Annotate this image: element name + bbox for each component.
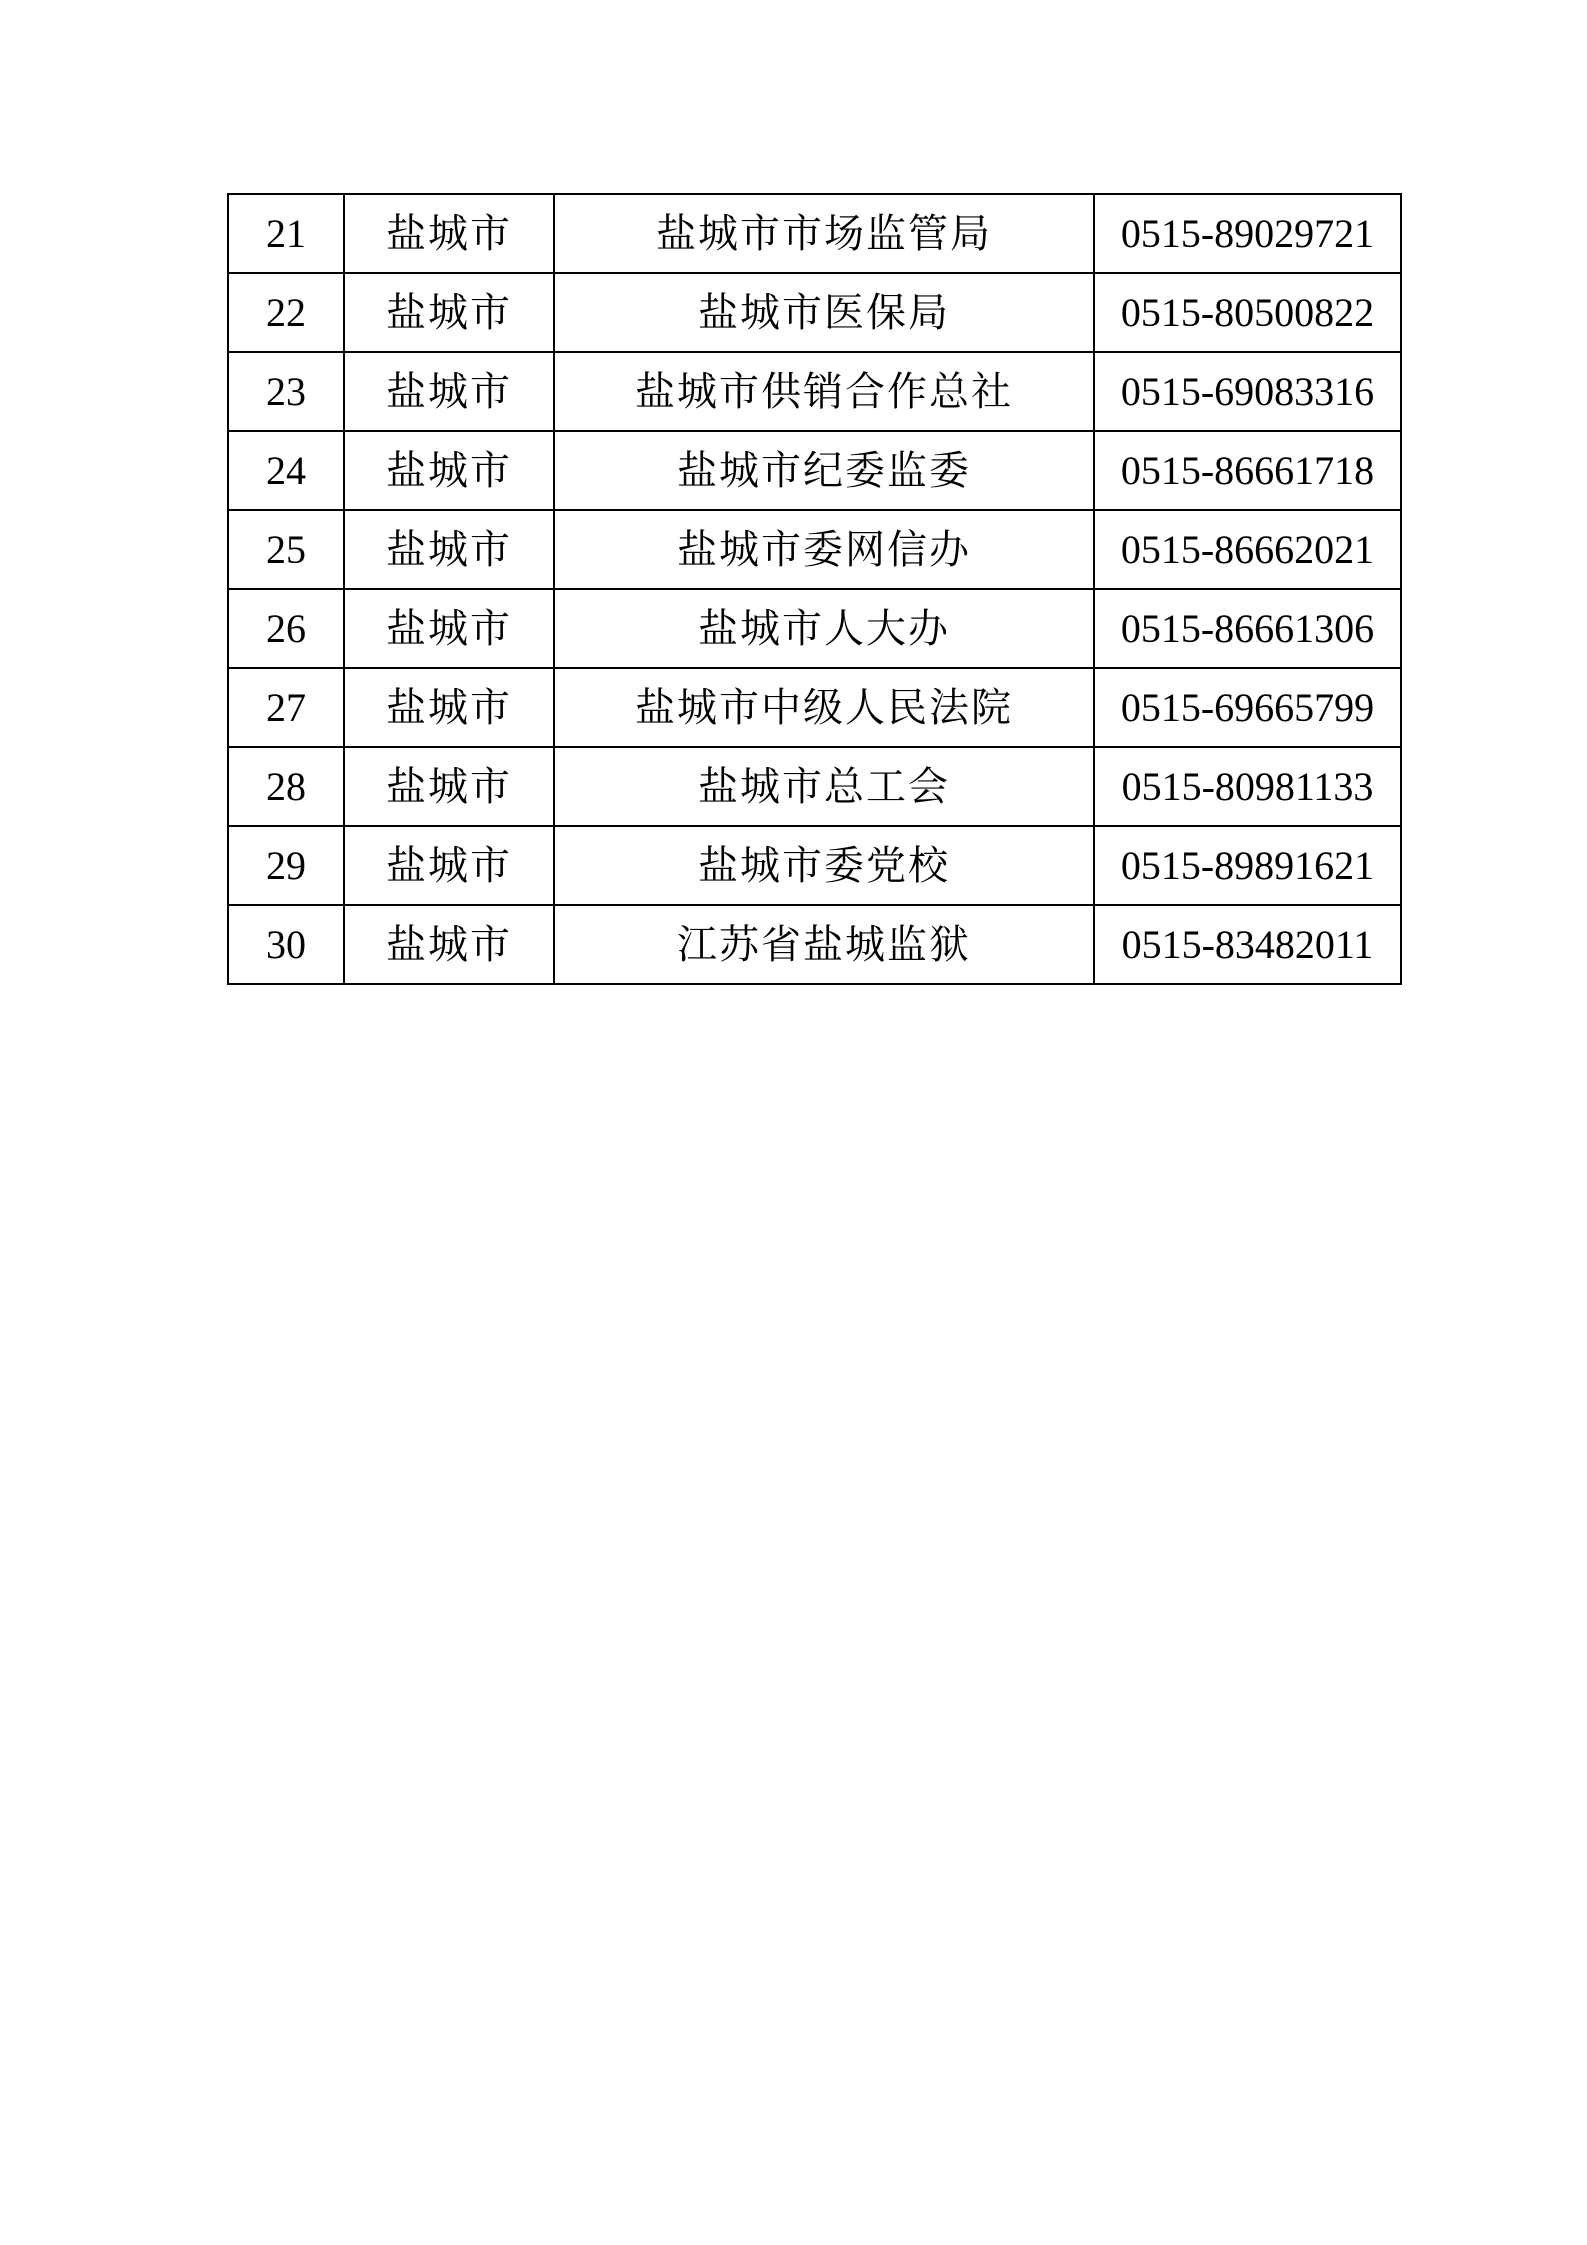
org-cell: 盐城市委党校 — [554, 826, 1094, 905]
city-cell: 盐城市 — [344, 194, 554, 273]
phone-cell: 0515-80981133 — [1094, 747, 1401, 826]
row-number-cell: 25 — [228, 510, 344, 589]
row-number-cell: 27 — [228, 668, 344, 747]
org-cell: 盐城市纪委监委 — [554, 431, 1094, 510]
city-cell: 盐城市 — [344, 747, 554, 826]
org-cell: 盐城市市场监管局 — [554, 194, 1094, 273]
org-cell: 盐城市总工会 — [554, 747, 1094, 826]
table-row — [228, 747, 1401, 826]
city-cell: 盐城市 — [344, 589, 554, 668]
city-cell: 盐城市 — [344, 905, 554, 984]
org-cell: 盐城市委网信办 — [554, 510, 1094, 589]
row-number-cell: 23 — [228, 352, 344, 431]
phone-cell: 0515-89891621 — [1094, 826, 1401, 905]
phone-cell: 0515-86662021 — [1094, 510, 1401, 589]
city-cell: 盐城市 — [344, 510, 554, 589]
phone-cell: 0515-83482011 — [1094, 905, 1401, 984]
row-number-cell: 21 — [228, 194, 344, 273]
phone-cell: 0515-69083316 — [1094, 352, 1401, 431]
table-row — [228, 668, 1401, 747]
table-row — [228, 510, 1401, 589]
city-cell: 盐城市 — [344, 273, 554, 352]
phone-cell: 0515-80500822 — [1094, 273, 1401, 352]
org-cell: 盐城市中级人民法院 — [554, 668, 1094, 747]
table-row — [228, 905, 1401, 984]
org-cell: 盐城市供销合作总社 — [554, 352, 1094, 431]
table-row — [228, 194, 1401, 273]
table-row — [228, 273, 1401, 352]
city-cell: 盐城市 — [344, 431, 554, 510]
row-number-cell: 29 — [228, 826, 344, 905]
table-row — [228, 431, 1401, 510]
org-cell: 盐城市人大办 — [554, 589, 1094, 668]
row-number-cell: 22 — [228, 273, 344, 352]
table-row — [228, 352, 1401, 431]
city-cell: 盐城市 — [344, 668, 554, 747]
phone-cell: 0515-89029721 — [1094, 194, 1401, 273]
phone-cell: 0515-69665799 — [1094, 668, 1401, 747]
phone-cell: 0515-86661718 — [1094, 431, 1401, 510]
row-number-cell: 24 — [228, 431, 344, 510]
contact-table — [227, 193, 1402, 985]
row-number-cell: 28 — [228, 747, 344, 826]
org-cell: 江苏省盐城监狱 — [554, 905, 1094, 984]
city-cell: 盐城市 — [344, 352, 554, 431]
city-cell: 盐城市 — [344, 826, 554, 905]
phone-cell: 0515-86661306 — [1094, 589, 1401, 668]
table-row — [228, 826, 1401, 905]
table-row — [228, 589, 1401, 668]
org-cell: 盐城市医保局 — [554, 273, 1094, 352]
row-number-cell: 26 — [228, 589, 344, 668]
row-number-cell: 30 — [228, 905, 344, 984]
